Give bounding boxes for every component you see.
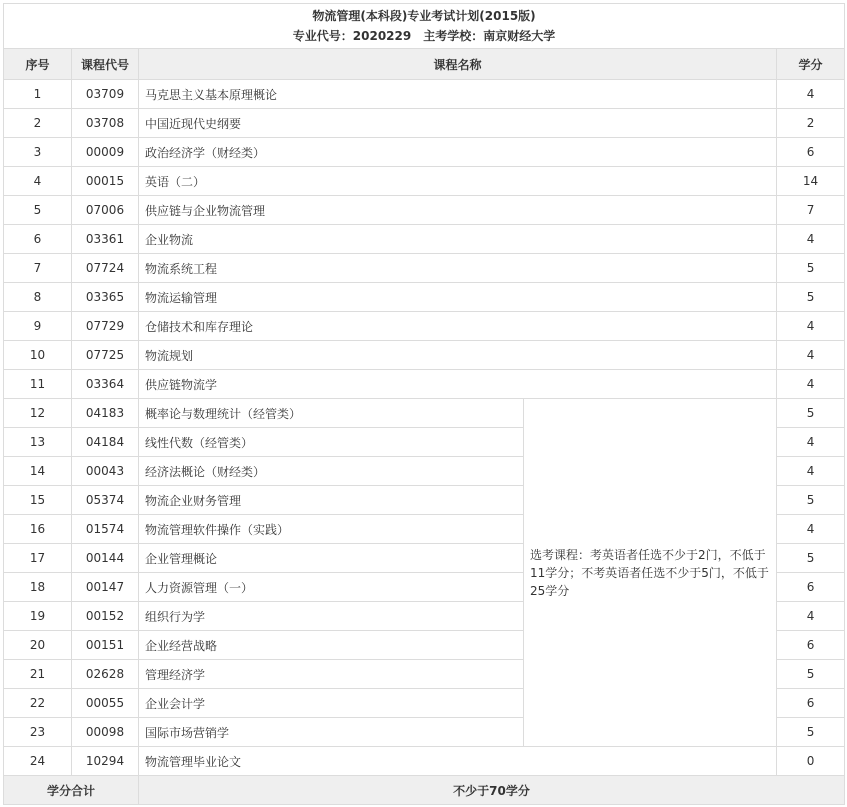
plan-title: 物流管理(本科段)专业考试计划(2015版) bbox=[312, 9, 536, 23]
course-seq: 8 bbox=[4, 283, 72, 312]
course-name: 马克思主义基本原理概论 bbox=[139, 80, 777, 109]
course-credit: 4 bbox=[777, 602, 845, 631]
course-name: 物流管理毕业论文 bbox=[139, 747, 777, 776]
course-name: 企业物流 bbox=[139, 225, 777, 254]
course-name: 国际市场营销学 bbox=[139, 718, 524, 747]
course-seq: 22 bbox=[4, 689, 72, 718]
course-seq: 21 bbox=[4, 660, 72, 689]
course-name: 物流运输管理 bbox=[139, 283, 777, 312]
course-name: 人力资源管理（一） bbox=[139, 573, 524, 602]
course-credit: 4 bbox=[777, 428, 845, 457]
course-seq: 24 bbox=[4, 747, 72, 776]
table-row bbox=[4, 80, 845, 109]
table-title bbox=[4, 4, 845, 49]
table-row bbox=[4, 167, 845, 196]
total-row bbox=[4, 776, 845, 805]
table-row bbox=[4, 254, 845, 283]
header-name: 课程名称 bbox=[139, 49, 777, 80]
course-rows bbox=[4, 80, 845, 776]
table-row bbox=[4, 747, 845, 776]
course-credit: 5 bbox=[777, 718, 845, 747]
course-seq: 10 bbox=[4, 341, 72, 370]
course-name: 组织行为学 bbox=[139, 602, 524, 631]
course-credit: 4 bbox=[777, 312, 845, 341]
table-row bbox=[4, 312, 845, 341]
exam-plan-table bbox=[3, 3, 845, 805]
table-title-row bbox=[4, 4, 845, 49]
course-seq: 6 bbox=[4, 225, 72, 254]
course-credit: 4 bbox=[777, 457, 845, 486]
course-seq: 13 bbox=[4, 428, 72, 457]
course-code: 10294 bbox=[72, 747, 139, 776]
table-row bbox=[4, 138, 845, 167]
course-credit: 4 bbox=[777, 515, 845, 544]
course-seq: 11 bbox=[4, 370, 72, 399]
course-credit: 7 bbox=[777, 196, 845, 225]
course-credit: 6 bbox=[777, 138, 845, 167]
course-seq: 4 bbox=[4, 167, 72, 196]
course-name: 企业会计学 bbox=[139, 689, 524, 718]
course-code: 04183 bbox=[72, 399, 139, 428]
course-credit: 5 bbox=[777, 660, 845, 689]
course-credit: 2 bbox=[777, 109, 845, 138]
course-credit: 4 bbox=[777, 341, 845, 370]
course-code: 00152 bbox=[72, 602, 139, 631]
course-name: 企业管理概论 bbox=[139, 544, 524, 573]
table-row bbox=[4, 225, 845, 254]
course-code: 02628 bbox=[72, 660, 139, 689]
course-credit: 5 bbox=[777, 544, 845, 573]
course-name: 物流企业财务管理 bbox=[139, 486, 524, 515]
header-code: 课程代号 bbox=[72, 49, 139, 80]
course-credit: 0 bbox=[777, 747, 845, 776]
course-name: 英语（二） bbox=[139, 167, 777, 196]
table-row bbox=[4, 109, 845, 138]
course-code: 01574 bbox=[72, 515, 139, 544]
course-name: 仓储技术和库存理论 bbox=[139, 312, 777, 341]
course-seq: 15 bbox=[4, 486, 72, 515]
header-seq: 序号 bbox=[4, 49, 72, 80]
header-credit: 学分 bbox=[777, 49, 845, 80]
course-code: 03364 bbox=[72, 370, 139, 399]
course-name: 经济法概论（财经类） bbox=[139, 457, 524, 486]
table-row bbox=[4, 370, 845, 399]
course-name: 物流系统工程 bbox=[139, 254, 777, 283]
course-name: 政治经济学（财经类） bbox=[139, 138, 777, 167]
course-seq: 9 bbox=[4, 312, 72, 341]
course-seq: 17 bbox=[4, 544, 72, 573]
course-code: 04184 bbox=[72, 428, 139, 457]
course-credit: 6 bbox=[777, 689, 845, 718]
course-name: 物流规划 bbox=[139, 341, 777, 370]
exam-plan-document bbox=[3, 3, 844, 805]
course-name: 供应链与企业物流管理 bbox=[139, 196, 777, 225]
total-value: 不少于70学分 bbox=[139, 776, 845, 805]
course-code: 07729 bbox=[72, 312, 139, 341]
course-seq: 20 bbox=[4, 631, 72, 660]
course-seq: 7 bbox=[4, 254, 72, 283]
table-row bbox=[4, 283, 845, 312]
course-credit: 6 bbox=[777, 631, 845, 660]
course-code: 00043 bbox=[72, 457, 139, 486]
table-row bbox=[4, 196, 845, 225]
elective-note: 选考课程：考英语者任选不少于2门，不低于11学分；不考英语者任选不少于5门，不低于25学分 bbox=[524, 399, 777, 747]
course-credit: 6 bbox=[777, 573, 845, 602]
course-seq: 5 bbox=[4, 196, 72, 225]
course-code: 03361 bbox=[72, 225, 139, 254]
plan-subtitle: 专业代号：2020229 主考学校：南京财经大学 bbox=[292, 29, 556, 43]
course-code: 00098 bbox=[72, 718, 139, 747]
course-seq: 14 bbox=[4, 457, 72, 486]
course-name: 物流管理软件操作（实践） bbox=[139, 515, 524, 544]
course-code: 00151 bbox=[72, 631, 139, 660]
table-row bbox=[4, 341, 845, 370]
course-credit: 4 bbox=[777, 225, 845, 254]
course-credit: 5 bbox=[777, 254, 845, 283]
course-seq: 16 bbox=[4, 515, 72, 544]
course-seq: 12 bbox=[4, 399, 72, 428]
course-seq: 2 bbox=[4, 109, 72, 138]
course-code: 07725 bbox=[72, 341, 139, 370]
course-seq: 18 bbox=[4, 573, 72, 602]
course-name: 中国近现代史纲要 bbox=[139, 109, 777, 138]
course-seq: 23 bbox=[4, 718, 72, 747]
course-code: 05374 bbox=[72, 486, 139, 515]
course-code: 07006 bbox=[72, 196, 139, 225]
course-name: 企业经营战略 bbox=[139, 631, 524, 660]
course-code: 03709 bbox=[72, 80, 139, 109]
course-code: 00147 bbox=[72, 573, 139, 602]
course-credit: 5 bbox=[777, 486, 845, 515]
course-seq: 1 bbox=[4, 80, 72, 109]
course-name: 供应链物流学 bbox=[139, 370, 777, 399]
course-code: 00055 bbox=[72, 689, 139, 718]
course-code: 00144 bbox=[72, 544, 139, 573]
course-name: 线性代数（经管类） bbox=[139, 428, 524, 457]
course-credit: 4 bbox=[777, 370, 845, 399]
course-seq: 19 bbox=[4, 602, 72, 631]
table-row bbox=[4, 399, 845, 428]
course-credit: 5 bbox=[777, 399, 845, 428]
total-label: 学分合计 bbox=[4, 776, 139, 805]
course-credit: 4 bbox=[777, 80, 845, 109]
course-code: 03708 bbox=[72, 109, 139, 138]
header-row bbox=[4, 49, 845, 80]
course-name: 概率论与数理统计（经管类） bbox=[139, 399, 524, 428]
course-code: 07724 bbox=[72, 254, 139, 283]
course-credit: 14 bbox=[777, 167, 845, 196]
course-name: 管理经济学 bbox=[139, 660, 524, 689]
course-code: 00009 bbox=[72, 138, 139, 167]
course-code: 00015 bbox=[72, 167, 139, 196]
course-seq: 3 bbox=[4, 138, 72, 167]
course-credit: 5 bbox=[777, 283, 845, 312]
course-code: 03365 bbox=[72, 283, 139, 312]
